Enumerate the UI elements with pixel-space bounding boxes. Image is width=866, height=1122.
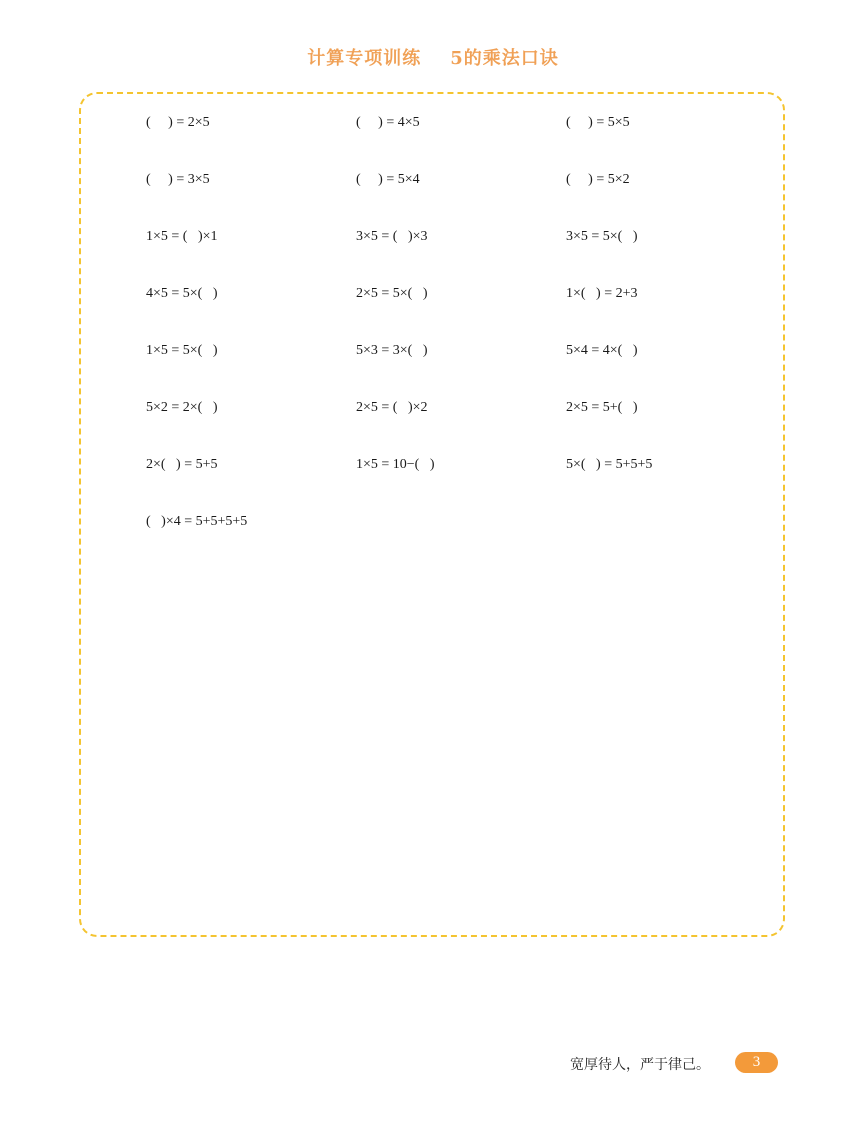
exercise-item: ( ) = 3×5: [146, 172, 210, 187]
exercise-item: 3×5 = 5×( ): [566, 229, 638, 244]
exercise-item: 5×4 = 4×( ): [566, 343, 638, 358]
exercise-item: ( ) = 5×4: [356, 172, 420, 187]
exercise-item: ( ) = 5×5: [566, 115, 630, 130]
exercise-item: ( ) = 5×2: [566, 172, 630, 187]
exercise-item: 1×5 = ( )×1: [146, 229, 218, 244]
exercise-item: 4×5 = 5×( ): [146, 286, 218, 301]
page-title: 计算专项训练 5的乘法口诀: [307, 48, 559, 69]
exercise-item: ( )×4 = 5+5+5+5: [146, 514, 248, 529]
exercise-item: ( ) = 4×5: [356, 115, 420, 130]
exercise-item: 1×5 = 10−( ): [356, 457, 435, 472]
exercise-item: 2×5 = 5+( ): [566, 400, 638, 415]
footer-motto: 宽厚待人，严于律己。: [570, 1057, 710, 1073]
exercise-item: 5×2 = 2×( ): [146, 400, 218, 415]
page-number-badge: 3: [735, 1052, 778, 1073]
exercise-item: 1×( ) = 2+3: [566, 286, 638, 301]
exercise-grid: [146, 114, 776, 570]
exercise-item: 1×5 = 5×( ): [146, 343, 218, 358]
exercise-item: 5×3 = 3×( ): [356, 343, 428, 358]
exercise-item: 2×5 = 5×( ): [356, 286, 428, 301]
exercise-item: ( ) = 2×5: [146, 115, 210, 130]
exercise-item: 2×( ) = 5+5: [146, 457, 218, 472]
exercise-item: 5×( ) = 5+5+5: [566, 457, 653, 472]
exercise-item: 3×5 = ( )×3: [356, 229, 428, 244]
exercise-item: 2×5 = ( )×2: [356, 400, 428, 415]
